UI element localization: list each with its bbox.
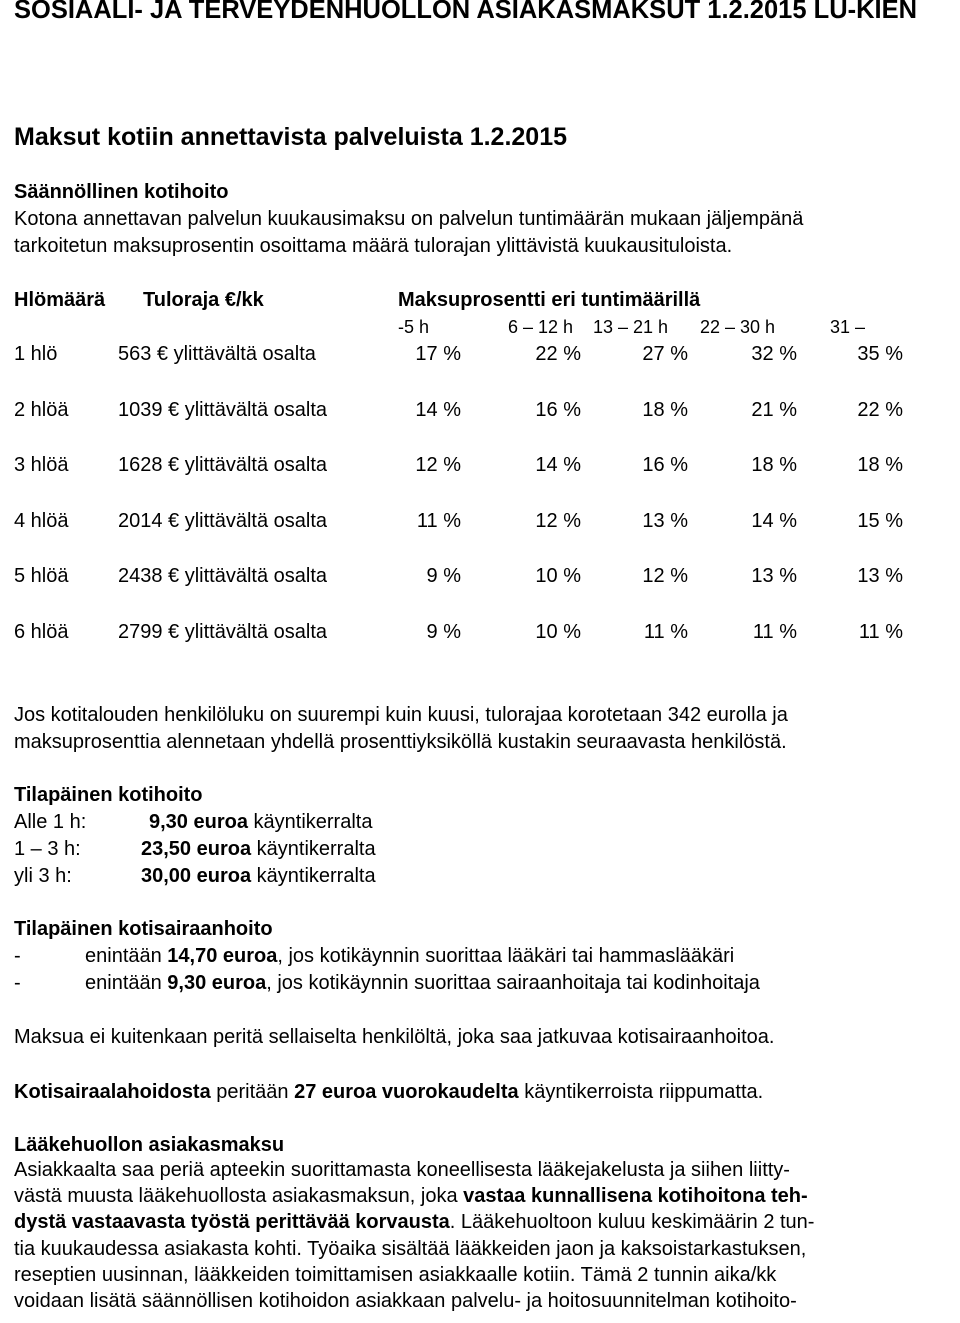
row-income-limit: 563 € ylittävältä osalta <box>118 343 316 365</box>
row-percent-value: 18 % <box>642 399 688 421</box>
section-title: Maksut kotiin annettavista palveluista 1.2.2015 <box>14 123 568 151</box>
row-percent-value: 11 % <box>643 621 688 643</box>
temporary-care-label: 1 – 3 h: <box>14 838 81 860</box>
temporary-care-row <box>14 837 376 861</box>
temporary-nursing-heading: Tilapäinen kotisairaanhoito <box>14 918 273 940</box>
temporary-care-amount: 30,00 euroa <box>141 865 252 887</box>
row-household: 6 hlöä <box>14 621 69 643</box>
row-household: 4 hlöä <box>14 510 69 532</box>
hour-band-header: 6 – 12 h <box>508 317 574 337</box>
list-dash: - <box>14 945 21 967</box>
nursing-item-text: , jos kotikäynnin suorittaa sairaanhoitaja tai kodinhoitaja <box>266 972 760 994</box>
row-percent-value: 16 % <box>642 454 688 476</box>
row-percent-value: 16 % <box>535 399 581 421</box>
medication-line: tia kuukaudessa asiakasta kohti. Työaika sisältää lääkkeiden jaon ja kaksoistarkastuksen, <box>14 1237 807 1260</box>
row-percent-value: 22 % <box>535 343 581 365</box>
row-percent-value: 11 % <box>416 510 461 532</box>
nursing-item-prefix: enintään <box>85 972 168 994</box>
temporary-nursing-item <box>14 971 760 995</box>
home-hospital-bold-2: 27 euroa vuorokaudelta <box>294 1081 519 1103</box>
row-income-limit: 2014 € ylittävältä osalta <box>118 510 328 532</box>
medication-line <box>14 1209 949 1235</box>
medication-heading: Lääkehuollon asiakasmaksu <box>14 1134 285 1156</box>
nursing-note: Maksua ei kuitenkaan peritä sellaiselta henkilöltä, joka saa jatkuvaa kotisairaanhoitoa. <box>14 1026 775 1048</box>
row-percent-value: 11 % <box>858 621 903 643</box>
home-hospital-mid: peritään <box>210 1081 295 1103</box>
medication-text: västä muusta lääkehuollosta asiakasmaksun, joka <box>14 1185 464 1208</box>
temporary-care-suffix: käyntikerralta <box>247 811 373 833</box>
row-percent-value: 10 % <box>535 621 581 643</box>
hour-band-header: 13 – 21 h <box>593 317 669 337</box>
row-household: 2 hlöä <box>14 399 69 421</box>
row-percent-value: 18 % <box>857 454 903 476</box>
row-percent-value: 13 % <box>642 510 688 532</box>
temporary-care-suffix: käyntikerralta <box>251 865 376 887</box>
row-income-limit: 1039 € ylittävältä osalta <box>118 399 328 421</box>
row-percent-value: 32 % <box>751 343 797 365</box>
household-note-line-2: maksuprosenttia alennetaan yhdellä prosenttiyksiköllä kustakin seuraavasta henkilöstä. <box>14 731 787 753</box>
temporary-care-amount: 23,50 euroa <box>141 838 252 860</box>
row-household: 5 hlöä <box>14 565 69 587</box>
row-income-limit: 2438 € ylittävältä osalta <box>118 565 328 587</box>
temporary-care-row <box>14 810 372 834</box>
row-income-limit: 1628 € ylittävältä osalta <box>118 454 328 476</box>
medication-bold-text: vastaa kunnallisena kotihoitona teh- <box>463 1185 808 1208</box>
row-percent-value: 21 % <box>751 399 797 421</box>
hour-band-header: 31 – <box>830 317 866 337</box>
row-percent-value: 15 % <box>857 510 903 532</box>
row-percent-value: 9 % <box>426 621 461 643</box>
row-percent-value: 12 % <box>535 510 581 532</box>
row-percent-value: 14 % <box>415 399 461 421</box>
temporary-nursing-item <box>14 944 734 968</box>
medication-text: . Lääkehuoltoon kuluu keskimäärin 2 tun- <box>449 1211 815 1234</box>
home-hospital-text <box>14 1080 763 1104</box>
row-percent-value: 9 % <box>426 565 461 587</box>
home-hospital-end: käyntikerroista riippumatta. <box>518 1081 764 1103</box>
medication-line: reseptien uusinnan, lääkkeiden toimittamisen asiakkaalle kotiin. Tämä 2 tunnin aika/kk <box>14 1263 777 1286</box>
row-percent-value: 13 % <box>751 565 797 587</box>
row-percent-value: 14 % <box>535 454 581 476</box>
temporary-care-row <box>14 864 376 888</box>
temporary-care-suffix: käyntikerralta <box>251 838 376 860</box>
row-percent-value: 12 % <box>415 454 461 476</box>
row-household: 1 hlö <box>14 343 58 365</box>
temporary-care-heading: Tilapäinen kotihoito <box>14 784 203 806</box>
row-household: 3 hlöä <box>14 454 69 476</box>
row-percent-value: 22 % <box>857 399 903 421</box>
row-percent-value: 14 % <box>751 510 797 532</box>
row-percent-value: 11 % <box>752 621 797 643</box>
table-header-percent-title: Maksuprosentti eri tuntimäärillä <box>398 289 701 311</box>
row-percent-value: 18 % <box>751 454 797 476</box>
row-percent-value: 35 % <box>857 343 903 365</box>
medication-line: Asiakkaalta saa periä apteekin suorittamasta koneellisesta lääkejakelusta ja siihen liitty- <box>14 1159 790 1181</box>
row-percent-value: 12 % <box>642 565 688 587</box>
temporary-care-amount: 9,30 euroa <box>149 811 248 833</box>
home-hospital-bold-1: Kotisairaalahoidosta <box>14 1081 211 1103</box>
regular-care-heading: Säännöllinen kotihoito <box>14 181 229 203</box>
table-header-household: Hlömäärä <box>14 289 106 311</box>
document-title: SOSIAALI- JA TERVEYDENHUOLLON ASIAKASMAKSUT 1.2.2015 LU-KIEN <box>14 0 918 24</box>
hour-band-header: 22 – 30 h <box>700 317 776 337</box>
household-note-line-1: Jos kotitalouden henkilöluku on suurempi kuin kuusi, tulorajaa korotetaan 342 eurolla ja <box>14 704 788 726</box>
temporary-care-label: Alle 1 h: <box>14 811 87 833</box>
regular-care-text-line-2: tarkoitetun maksuprosentin osoittama määrä tulorajan ylittävistä kuukausituloista. <box>14 235 733 257</box>
medication-bold-text: dystä vastaavasta työstä perittävää korvausta <box>14 1211 450 1234</box>
hour-band-header: -5 h <box>398 317 430 337</box>
temporary-care-label: yli 3 h: <box>14 865 72 887</box>
medication-line <box>14 1183 949 1209</box>
nursing-item-text: , jos kotikäynnin suorittaa lääkäri tai hammaslääkäri <box>277 945 735 967</box>
row-percent-value: 10 % <box>535 565 581 587</box>
medication-paragraph <box>14 1157 949 1314</box>
list-dash: - <box>14 972 21 994</box>
medication-line: voidaan lisätä säännöllisen kotihoidon asiakkaan palvelu- ja hoitosuunnitelman kotihoito- <box>14 1290 797 1313</box>
regular-care-text-line-1: Kotona annettavan palvelun kuukausimaksu on palvelun tuntimäärän mukaan jäljempänä <box>14 208 804 230</box>
nursing-item-amount: 14,70 euroa <box>167 945 278 967</box>
nursing-item-prefix: enintään <box>85 945 168 967</box>
row-percent-value: 27 % <box>642 343 688 365</box>
row-percent-value: 13 % <box>857 565 903 587</box>
table-header-income-limit: Tuloraja €/kk <box>143 289 264 311</box>
nursing-item-amount: 9,30 euroa <box>167 972 267 994</box>
row-percent-value: 17 % <box>415 343 461 365</box>
row-income-limit: 2799 € ylittävältä osalta <box>118 621 328 643</box>
